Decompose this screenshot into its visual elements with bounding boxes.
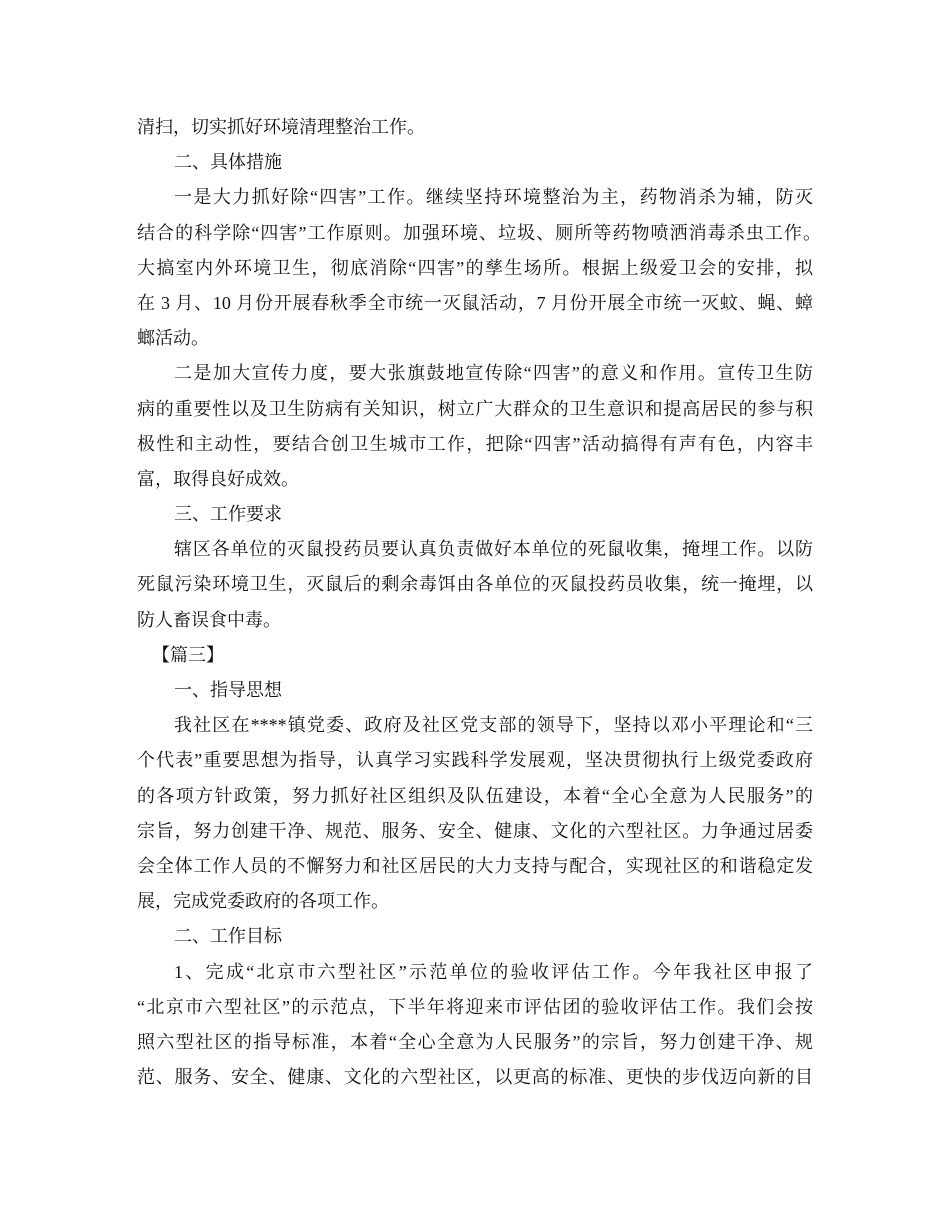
section-heading-measures: 二、具体措施	[174, 152, 282, 173]
paragraph-line: 范、服务、安全、健康、文化的六型社区，以更高的标准、更快的步伐迈向新的目	[137, 1067, 813, 1088]
paragraph-line: 富，取得良好成效。	[137, 468, 299, 489]
paragraph-line: 大搞室内外环境卫生，彻底消除“四害”的孳生场所。根据上级爱卫会的安排，拟	[137, 257, 813, 278]
paragraph-line: 在 3 月、10 月份开展春秋季全市统一灭鼠活动，7 月份开展全市统一灭蚊、蝇、蟑	[137, 292, 813, 313]
paragraph-line: 的各项方针政策，努力抓好社区组织及队伍建设，本着“全心全意为人民服务”的	[137, 785, 813, 806]
part-label: 【篇三】	[152, 644, 224, 665]
paragraph-line: 个代表”重要思想为指导，认真学习实践科学发展观，坚决贯彻执行上级党委政府	[137, 750, 813, 771]
paragraph-line: 照六型社区的指导标准，本着“全心全意为人民服务”的宗旨，努力创建干净、规	[137, 1031, 813, 1052]
document-body	[137, 110, 821, 1095]
paragraph-line: 结合的科学除“四害”工作原则。加强环境、垃圾、厕所等药物喷洒消毒杀虫工作。	[137, 222, 821, 243]
paragraph-line: 宗旨，努力创建干净、规范、服务、安全、健康、文化的六型社区。力争通过居委	[137, 820, 813, 841]
paragraph-line: 1、完成“北京市六型社区”示范单位的验收评估工作。今年我社区申报了	[174, 961, 813, 982]
paragraph-line: 死鼠污染环境卫生，灭鼠后的剩余毒饵由各单位的灭鼠投药员收集，统一掩埋，以	[137, 574, 813, 595]
paragraph-line: 一是大力抓好除“四害”工作。继续坚持环境整治为主，药物消杀为辅，防灭	[174, 187, 813, 208]
paragraph-line: 辖区各单位的灭鼠投药员要认真负责做好本单位的死鼠收集，掩埋工作。以防	[174, 539, 813, 560]
paragraph-line: “北京市六型社区”的示范点，下半年将迎来市评估团的验收评估工作。我们会按	[137, 996, 813, 1017]
paragraph-line: 防人畜误食中毒。	[137, 609, 281, 630]
section-heading-requirements: 三、工作要求	[174, 504, 282, 525]
section-heading-work-goals: 二、工作目标	[174, 926, 282, 947]
paragraph-line: 螂活动。	[137, 328, 209, 349]
paragraph-line: 二是加大宣传力度，要大张旗鼓地宣传除“四害”的意义和作用。宣传卫生防	[174, 363, 813, 384]
paragraph-line: 极性和主动性，要结合创卫生城市工作，把除“四害”活动搞得有声有色，内容丰	[137, 433, 813, 454]
paragraph-line: 展，完成党委政府的各项工作。	[137, 891, 389, 912]
section-heading-guiding-thought: 一、指导思想	[174, 680, 282, 700]
paragraph-line: 我社区在****镇党委、政府及社区党支部的领导下，坚持以邓小平理论和“三	[174, 715, 813, 736]
paragraph-line: 病的重要性以及卫生防病有关知识，树立广大群众的卫生意识和提高居民的参与积	[137, 398, 813, 419]
paragraph-line: 清扫，切实抓好环境清理整治工作。	[137, 117, 425, 137]
paragraph-line: 会全体工作人员的不懈努力和社区居民的大力支持与配合，实现社区的和谐稳定发	[137, 855, 813, 876]
